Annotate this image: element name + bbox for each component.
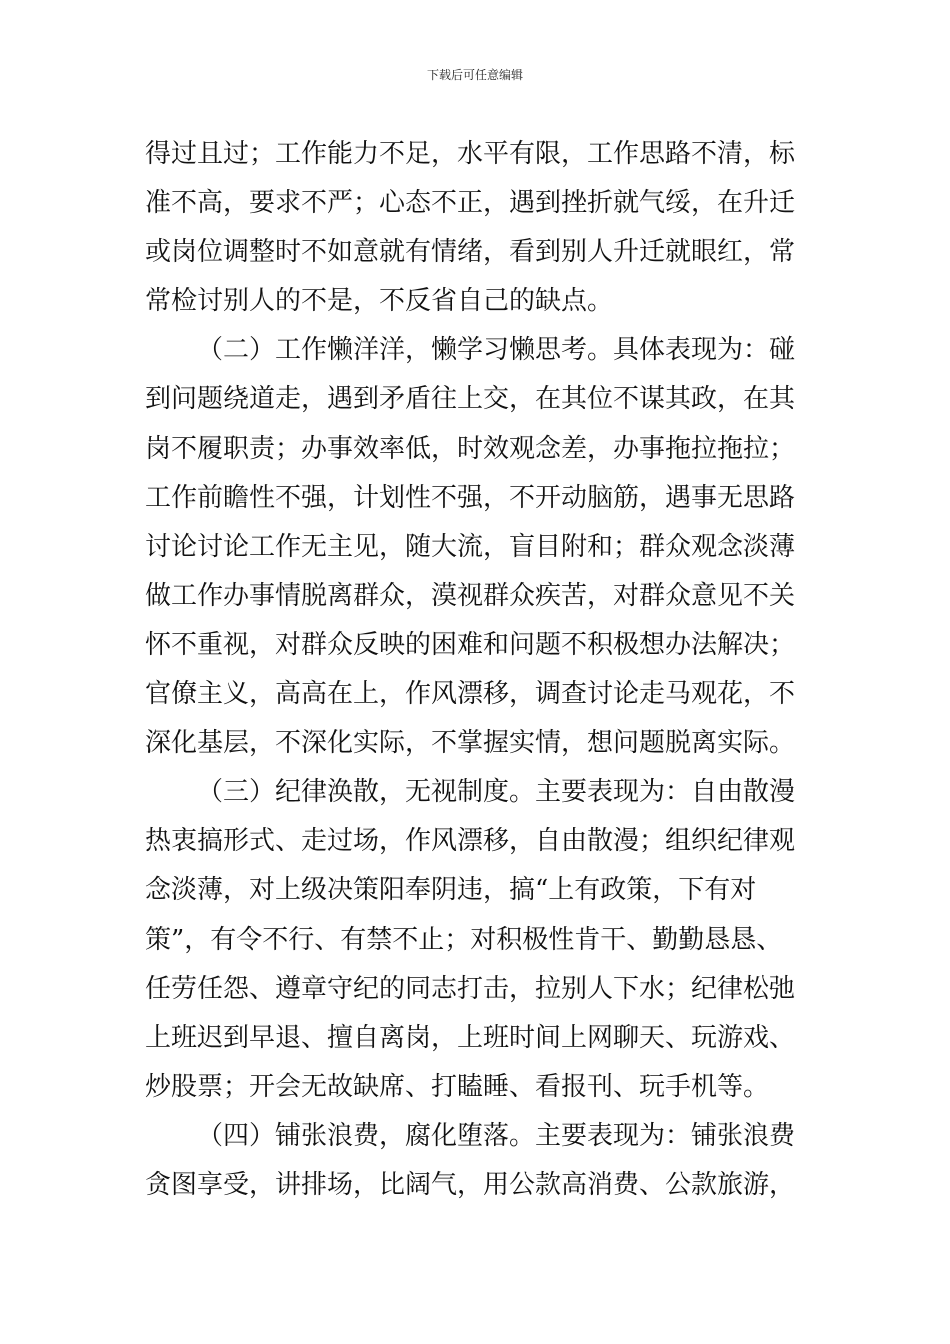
- paragraph-start-line: （四）铺张浪费，腐化堕落。主要表现为：铺张浪费: [197, 1120, 796, 1151]
- text-line: 贪图享受，讲排场，比阔气，用公款高消费、公款旅游，: [145, 1169, 796, 1200]
- text-line: 官僚主义，高高在上，作风漂移，调查讨论走马观花，不: [145, 679, 796, 710]
- text-line: 策”，有令不行、有禁不止；对积极性肯干、勤勤恳恳、: [145, 924, 783, 955]
- text-line: 炒股票；开会无故缺席、打瞌睡、看报刊、玩手机等。: [145, 1071, 770, 1102]
- document-body: [145, 130, 815, 1210]
- text-line: 任劳任怨、遵章守纪的同志打击，拉别人下水；纪律松弛: [145, 973, 796, 1004]
- text-line: 上班迟到早退、擅自离岗，上班时间上网聊天、玩游戏、: [145, 1022, 796, 1053]
- paragraph-start-line: （三）纪律涣散，无视制度。主要表现为：自由散漫: [197, 777, 796, 808]
- text-line: 岗不履职责；办事效率低，时效观念差，办事拖拉拖拉；: [145, 433, 796, 464]
- paragraph-start-line: （二）工作懒洋洋，懒学习懒思考。具体表现为：碰: [197, 335, 796, 366]
- text-line: 或岗位调整时不如意就有情绪，看到别人升迁就眼红，常: [145, 237, 796, 268]
- text-line: 准不高，要求不严；心态不正，遇到挫折就气绥，在升迁: [145, 188, 796, 219]
- text-line: 工作前瞻性不强，计划性不强，不开动脑筋，遇事无思路: [145, 482, 796, 513]
- text-line: 热衷搞形式、走过场，作风漂移，自由散漫；组织纪律观: [145, 826, 796, 857]
- text-line: 得过且过；工作能力不足，水平有限，工作思路不清，标: [145, 139, 796, 169]
- page-header: 下载后可任意编辑: [426, 68, 523, 82]
- text-line: 怀不重视，对群众反映的困难和问题不积极想办法解决；: [145, 629, 796, 660]
- text-line: 讨论讨论工作无主见，随大流，盲目附和；群众观念淡薄: [145, 531, 796, 562]
- text-line: 常检讨别人的不是，不反省自己的缺点。: [145, 286, 614, 317]
- text-line: 做工作办事情脱离群众，漠视群众疾苦，对群众意见不关: [145, 580, 796, 611]
- text-line: 深化基层，不深化实际，不掌握实情，想问题脱离实际。: [145, 728, 796, 759]
- text-line: 到问题绕道走，遇到矛盾往上交，在其位不谋其政，在其: [145, 384, 796, 415]
- text-line: 念淡薄，对上级决策阳奉阴违，搞“上有政策，下有对: [145, 875, 757, 906]
